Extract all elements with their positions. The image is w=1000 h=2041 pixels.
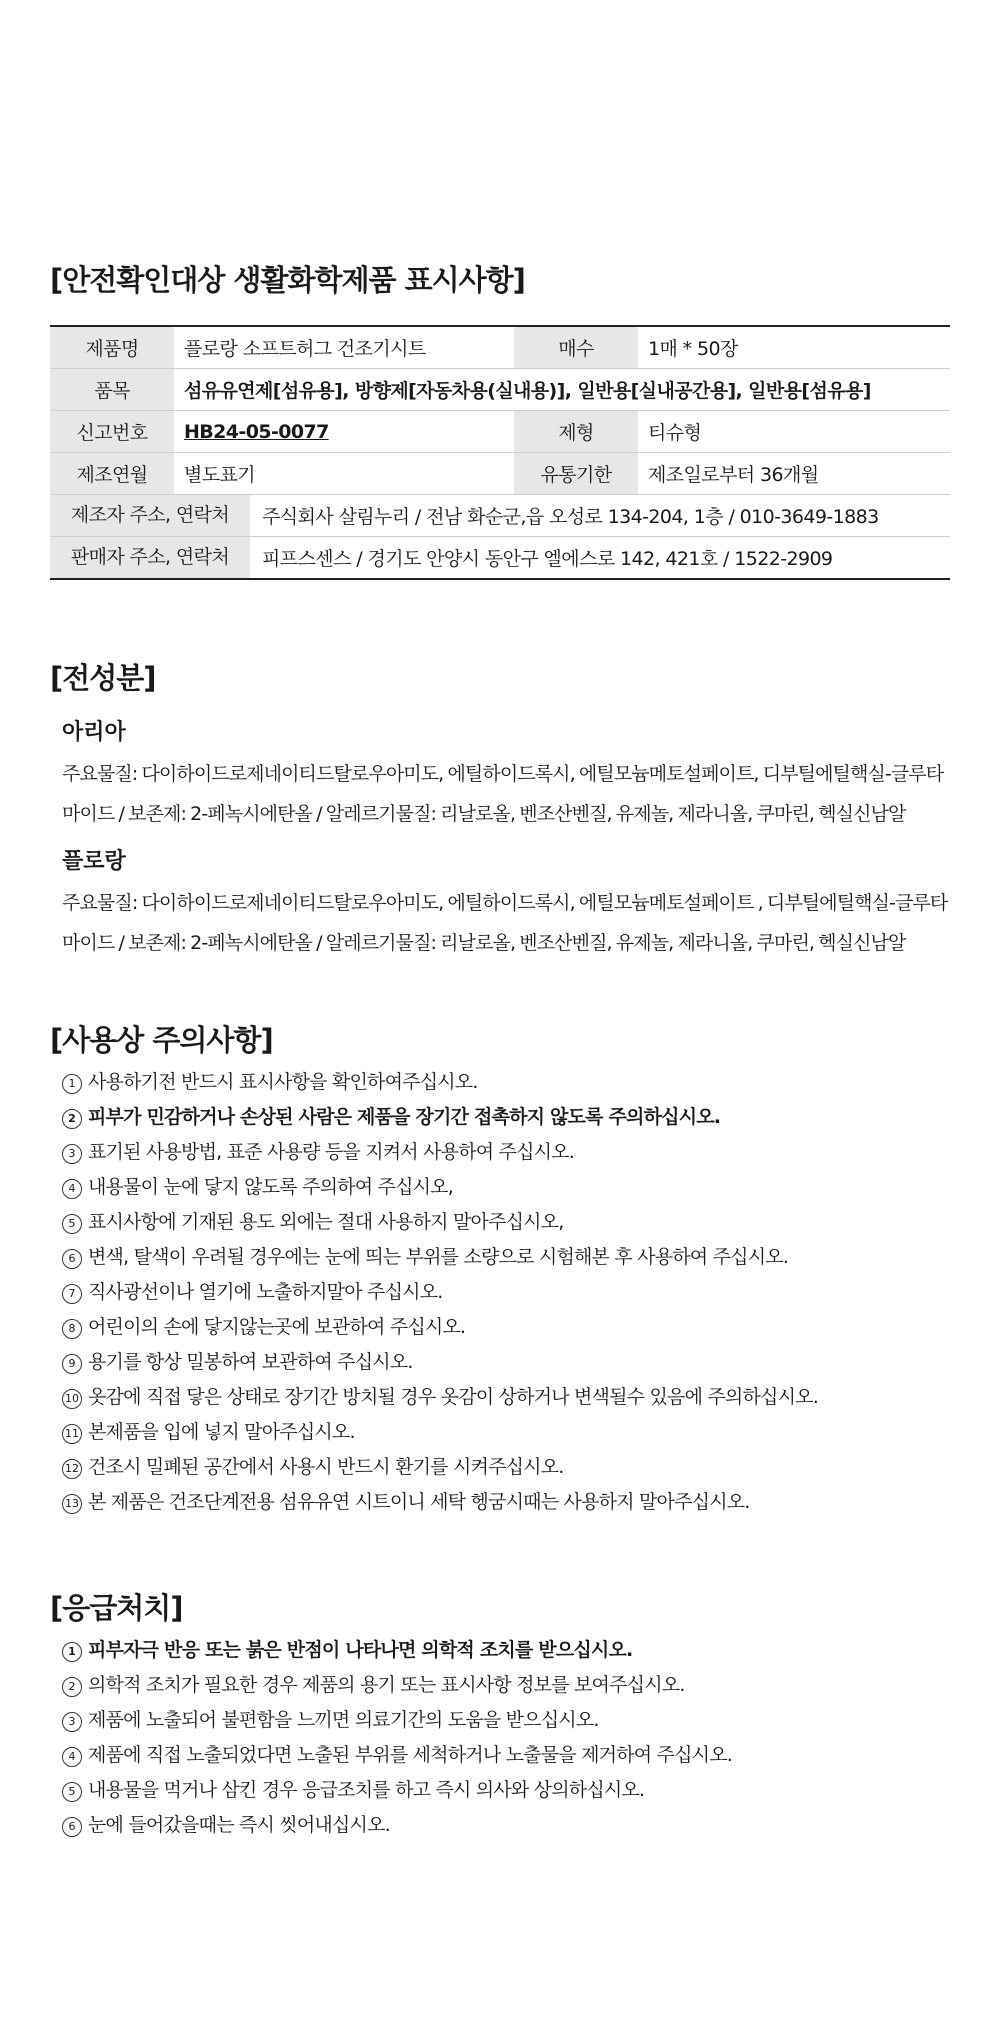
- item-number: 1: [62, 1642, 82, 1662]
- item-text: 본제품을 입에 넣지 말아주십시오.: [88, 1421, 355, 1443]
- item-text: 표기된 사용방법, 표준 사용량 등을 지켜서 사용하여 주십시오.: [88, 1141, 575, 1163]
- cautions-title: [사용상 주의사항]: [50, 1023, 273, 1057]
- ingredients-line: 마이드 / 보존제: 2-페녹시에탄올 / 알레르기물질: 리날로올, 벤조산벤질, 유제놀, 제라니올, 쿠마린, 헥실신남알: [62, 803, 906, 825]
- item-text: 피부자극 반응 또는 붉은 반점이 나타나면 의학적 조치를 받으십시오.: [88, 1639, 633, 1661]
- row-value: 별도표기: [174, 453, 514, 495]
- safety-title: [안전확인대상 생활화학제품 표시사항]: [50, 263, 525, 297]
- row-value: 피프스센스 / 경기도 안양시 동안구 엘에스로 142, 421호 / 1522-2909: [262, 548, 833, 570]
- item-number: 10: [62, 1389, 82, 1409]
- list-item: [62, 1380, 950, 1415]
- firstaid-list: [62, 1633, 950, 1843]
- row-value: 티슈형: [638, 411, 950, 453]
- ingredient-product: [62, 844, 950, 963]
- list-item: [62, 1275, 950, 1310]
- list-item: [62, 1633, 950, 1668]
- list-item: [62, 1135, 950, 1170]
- item-text: 직사광선이나 열기에 노출하지말아 주십시오.: [88, 1281, 443, 1303]
- item-number: 2: [62, 1109, 82, 1129]
- list-item: [62, 1240, 950, 1275]
- item-number: 11: [62, 1424, 82, 1444]
- product-ingredients: [62, 754, 950, 834]
- row-value: 주식회사 살림누리 / 전남 화순군,읍 오성로 134-204, 1층 / 010-3649-1883: [262, 506, 879, 528]
- product-ingredients: [62, 883, 950, 963]
- item-text: 눈에 들어갔을때는 즉시 씻어내십시오.: [88, 1814, 390, 1836]
- item-text: 제품에 직접 노출되었다면 노출된 부위를 세척하거나 노출물을 제거하여 주십시오.: [88, 1744, 732, 1766]
- list-item: [62, 1345, 950, 1380]
- row-value: 섬유유연제[섬유용], 방향제[자동차용(실내용)], 일반용[실내공간용], 일반용[섬유용]: [174, 369, 950, 411]
- firstaid-title: [응급처치]: [50, 1591, 183, 1625]
- row-value: 1매 * 50장: [638, 326, 950, 369]
- list-item: [62, 1310, 950, 1345]
- table-row: [50, 369, 950, 411]
- item-text: 의학적 조치가 필요한 경우 제품의 용기 또는 표시사항 정보를 보여주십시오.: [88, 1674, 685, 1696]
- row-label: 제형: [514, 411, 638, 453]
- item-text: 변색, 탈색이 우려될 경우에는 눈에 띄는 부위를 소량으로 시험해본 후 사용하여 주십시오.: [88, 1246, 789, 1268]
- item-text: 사용하기전 반드시 표시사항을 확인하여주십시오.: [88, 1071, 478, 1093]
- product-name: 아리아: [62, 720, 126, 745]
- row-label: 신고번호: [50, 411, 174, 453]
- row-value: HB24-05-0077: [174, 411, 514, 453]
- item-text: 제품에 노출되어 불편함을 느끼면 의료기간의 도움을 받으십시오.: [88, 1709, 599, 1731]
- item-number: 1: [62, 1074, 82, 1094]
- ingredients-line: 주요물질: 다이하이드로제네이티드탈로우아미도, 에틸하이드록시, 에틸모늄메토설페이트 , 디부틸에틸핵실-글루타: [62, 892, 948, 914]
- list-item: [62, 1773, 950, 1808]
- item-number: 5: [62, 1782, 82, 1802]
- item-text: 표시사항에 기재된 용도 외에는 절대 사용하지 말아주십시오,: [88, 1211, 564, 1233]
- item-number: 4: [62, 1747, 82, 1767]
- item-text: 용기를 항상 밀봉하여 보관하여 주십시오.: [88, 1351, 413, 1373]
- row-label: 제품명: [50, 326, 174, 369]
- ingredients-title: [전성분]: [50, 661, 156, 695]
- row-value: 제조일로부터 36개월: [638, 453, 950, 495]
- item-text: 내용물을 먹거나 삼킨 경우 응급조치를 하고 즉시 의사와 상의하십시오.: [88, 1779, 645, 1801]
- item-number: 2: [62, 1677, 82, 1697]
- item-number: 4: [62, 1179, 82, 1199]
- row-label: 매수: [514, 326, 638, 369]
- item-text: 내용물이 눈에 닿지 않도록 주의하여 주십시오,: [88, 1176, 453, 1198]
- row-label: 품목: [50, 369, 174, 411]
- list-item: [62, 1668, 950, 1703]
- item-number: 12: [62, 1459, 82, 1479]
- list-item: [62, 1703, 950, 1738]
- table-row: [50, 453, 950, 495]
- row-value: 플로랑 소프트허그 건조기시트: [174, 326, 514, 369]
- item-text: 어린이의 손에 닿지않는곳에 보관하여 주십시오.: [88, 1316, 466, 1338]
- row-label: 판매자 주소, 연락처: [50, 537, 250, 578]
- safety-info-table: [50, 325, 950, 580]
- list-item: [62, 1485, 950, 1520]
- list-item: [62, 1415, 950, 1450]
- item-number: 13: [62, 1494, 82, 1514]
- row-label: 제조자 주소, 연락처: [50, 495, 250, 536]
- list-item: [62, 1065, 950, 1100]
- item-text: 건조시 밀폐된 공간에서 사용시 반드시 환기를 시켜주십시오.: [88, 1456, 564, 1478]
- item-number: 3: [62, 1144, 82, 1164]
- table-row: [50, 326, 950, 369]
- row-label: 제조연월: [50, 453, 174, 495]
- item-number: 8: [62, 1319, 82, 1339]
- list-item: [62, 1738, 950, 1773]
- row-label: 유통기한: [514, 453, 638, 495]
- item-text: 본 제품은 건조단계전용 섬유유연 시트이니 세탁 헹굼시때는 사용하지 말아주십시오.: [88, 1491, 750, 1513]
- table-row: [50, 495, 950, 537]
- item-text: 옷감에 직접 닿은 상태로 장기간 방치될 경우 옷감이 상하거나 변색될수 있음에 주의하십시오.: [88, 1386, 818, 1408]
- list-item: [62, 1170, 950, 1205]
- table-row: [50, 537, 950, 580]
- ingredients-line: 주요물질: 다이하이드로제네이티드탈로우아미도, 에틸하이드록시, 에틸모늄메토설페이트, 디부틸에틸핵실-글루타: [62, 763, 944, 785]
- list-item: [62, 1100, 950, 1135]
- ingredient-product: [62, 715, 950, 834]
- ingredients-line: 마이드 / 보존제: 2-페녹시에탄올 / 알레르기물질: 리날로올, 벤조산벤질, 유제놀, 제라니올, 쿠마린, 헥실신남알: [62, 932, 906, 954]
- item-number: 9: [62, 1354, 82, 1374]
- item-number: 6: [62, 1249, 82, 1269]
- item-number: 7: [62, 1284, 82, 1304]
- product-name: 플로랑: [62, 849, 126, 874]
- cautions-list: [62, 1065, 950, 1520]
- table-row: [50, 411, 950, 453]
- item-number: 3: [62, 1712, 82, 1732]
- item-number: 5: [62, 1214, 82, 1234]
- list-item: [62, 1205, 950, 1240]
- item-text: 피부가 민감하거나 손상된 사람은 제품을 장기간 접촉하지 않도록 주의하십시오.: [88, 1106, 721, 1128]
- list-item: [62, 1450, 950, 1485]
- item-number: 6: [62, 1817, 82, 1837]
- list-item: [62, 1808, 950, 1843]
